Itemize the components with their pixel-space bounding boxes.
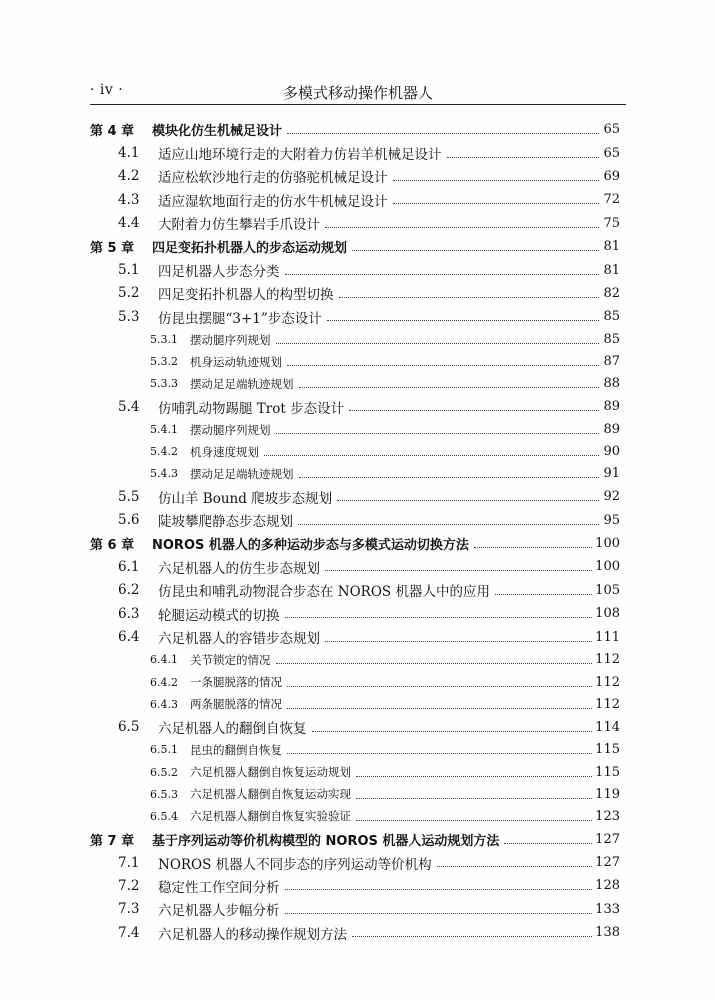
toc-entry-page: 92: [603, 489, 620, 505]
toc-section-row[interactable]: [90, 602, 620, 625]
toc-section-row[interactable]: [90, 485, 620, 508]
toc-section-row[interactable]: [90, 579, 620, 602]
dot-leader: [447, 157, 600, 158]
toc-entry-number: 6.5.3: [150, 787, 178, 801]
dot-leader: [495, 594, 592, 595]
dot-leader: [299, 387, 600, 388]
toc-entry-number: 6.4.2: [150, 675, 178, 689]
dot-leader: [312, 731, 593, 732]
toc-section-row[interactable]: [90, 212, 620, 235]
toc-entry-page: 100: [595, 536, 620, 551]
toc-subsection-row[interactable]: [90, 739, 620, 761]
dot-leader: [356, 776, 592, 777]
toc-entry-page: 112: [595, 696, 620, 712]
toc-entry-number: 5.4.1: [150, 423, 178, 437]
toc-entry-title: 仿昆虫和哺乳动物混合步态在 NOROS 机器人中的应用: [158, 584, 490, 601]
toc-entry-number: 6.1: [118, 558, 140, 575]
toc-entry-page: 138: [595, 925, 620, 941]
toc-entry-page: 133: [595, 901, 620, 917]
dot-leader: [285, 274, 600, 275]
toc-section-row[interactable]: [90, 508, 620, 531]
toc-entry-title: 四足机器人步态分类: [158, 264, 280, 281]
dot-leader: [298, 524, 599, 525]
toc-entry-number: 6.5.4: [150, 809, 178, 823]
toc-entry-page: 115: [595, 742, 620, 758]
toc-entry-title: 六足机器人的移动操作规划方法: [158, 926, 347, 943]
toc-entry-number: 5.3.3: [150, 377, 178, 391]
toc-entry-title: 陡坡攀爬静态步态规划: [158, 514, 293, 531]
dot-leader: [349, 410, 599, 411]
toc-entry-page: 105: [595, 582, 620, 598]
toc-entry-page: 119: [595, 786, 620, 802]
toc-entry-number: 5.1: [118, 262, 140, 279]
toc-entry-title: 模块化仿生机械足设计: [152, 124, 283, 140]
toc-subsection-row[interactable]: [90, 329, 620, 351]
toc-section-row[interactable]: [90, 305, 620, 328]
dot-leader: [287, 365, 599, 366]
toc-entry-page: 69: [603, 168, 620, 184]
toc-entry-title: 六足机器人翻倒自恢复运动规划: [190, 765, 351, 779]
dot-leader: [327, 320, 599, 321]
dot-leader: [287, 753, 592, 754]
toc-subsection-row[interactable]: [90, 418, 620, 440]
toc-entry-page: 81: [603, 262, 620, 278]
toc-entry-title: 六足机器人的仿生步态规划: [158, 560, 320, 577]
toc-entry-page: 85: [603, 309, 620, 325]
toc-entry-page: 75: [603, 215, 620, 231]
toc-entry-page: 72: [603, 192, 620, 208]
toc-entry-page: 127: [595, 831, 620, 847]
toc-entry-page: 123: [595, 808, 620, 824]
toc-entry-number: 7.4: [118, 924, 140, 941]
toc-entry-number: 6.4: [118, 629, 140, 646]
dot-leader: [299, 477, 600, 478]
toc-entry-title: 仿山羊 Bound 爬坡步态规划: [158, 490, 333, 507]
header-book-title: 多模式移动操作机器人: [282, 84, 433, 102]
table-of-contents: [90, 118, 620, 944]
toc-entry-number: 6.5.2: [150, 765, 178, 779]
dot-leader: [474, 547, 592, 548]
toc-entry-title: 适应湿软地面行走的仿水牛机械足设计: [158, 193, 388, 210]
dot-leader: [393, 203, 600, 204]
dot-leader: [325, 641, 592, 642]
toc-section-row[interactable]: [90, 555, 620, 578]
toc-section-row[interactable]: [90, 898, 620, 921]
toc-entry-number: 7.1: [118, 854, 140, 871]
page-header: [90, 82, 626, 105]
toc-subsection-row[interactable]: [90, 671, 620, 693]
toc-entry-page: 112: [595, 652, 620, 668]
toc-entry-number: 5.4: [118, 398, 140, 415]
toc-entry-title: 大附着力仿生攀岩手爪设计: [158, 217, 320, 234]
dot-leader: [264, 455, 599, 456]
toc-entry-title: 六足机器人的容错步态规划: [158, 631, 320, 648]
toc-section-row[interactable]: [90, 258, 620, 281]
toc-entry-page: 65: [603, 145, 620, 161]
toc-entry-number: 7.2: [118, 877, 140, 894]
toc-entry-title: 适应山地环境行走的大附着力仿岩羊机械足设计: [158, 147, 442, 164]
toc-entry-number: 4.4: [118, 215, 140, 232]
toc-entry-page: 112: [595, 674, 620, 690]
toc-entry-page: 82: [603, 285, 620, 301]
dot-leader: [276, 663, 593, 664]
toc-entry-page: 91: [603, 466, 620, 482]
toc-entry-page: 81: [603, 239, 620, 255]
toc-entry-number: 4.2: [118, 168, 140, 185]
toc-chapter-row[interactable]: [90, 118, 620, 141]
toc-entry-number: 6.4.3: [150, 697, 178, 711]
toc-entry-title: 六足机器人翻倒自恢复运动实现: [190, 787, 351, 802]
toc-subsection-row[interactable]: [90, 441, 620, 463]
toc-entry-title: 机身运动轨迹规划: [190, 354, 282, 369]
toc-entry-number: 5.4.3: [150, 467, 178, 481]
toc-entry-number: 6.3: [118, 605, 140, 622]
toc-entry-title: 机身速度规划: [190, 444, 259, 459]
toc-entry-title: 两条腿脱落的情况: [190, 697, 282, 712]
toc-entry-title: 轮腿运动模式的切换: [158, 607, 280, 624]
dot-leader: [352, 936, 592, 937]
toc-subsection-row[interactable]: [90, 351, 620, 373]
toc-entry-title: 四足变拓扑机器人的构型切换: [158, 287, 334, 304]
toc-section-row[interactable]: [90, 395, 620, 418]
toc-section-row[interactable]: [90, 282, 620, 305]
toc-entry-page: 65: [603, 122, 620, 138]
toc-entry-title: 摆动足足端轨迹规划: [190, 466, 294, 481]
toc-subsection-row[interactable]: [90, 783, 620, 805]
toc-entry-number: 5.4.2: [150, 445, 178, 459]
toc-section-row[interactable]: [90, 874, 620, 897]
dot-leader: [276, 343, 600, 344]
toc-entry-title: 适应松软沙地行走的仿骆驼机械足设计: [158, 170, 388, 187]
toc-subsection-row[interactable]: [90, 761, 620, 783]
dot-leader: [287, 686, 592, 687]
toc-entry-title: 摆动腿序列规划: [190, 332, 271, 347]
toc-entry-page: 114: [595, 719, 620, 735]
toc-entry-page: 88: [603, 376, 620, 392]
toc-section-row[interactable]: [90, 921, 620, 944]
toc-subsection-row[interactable]: [90, 463, 620, 485]
toc-entry-page: 111: [595, 629, 620, 645]
toc-entry-title: 六足机器人步幅分析: [158, 903, 280, 920]
toc-section-row[interactable]: [90, 165, 620, 188]
dot-leader: [356, 798, 592, 799]
toc-entry-page: 100: [595, 559, 620, 575]
toc-entry-title: 仿哺乳动物踢腿 Trot 步态设计: [158, 400, 345, 417]
toc-entry-number: 5.3.1: [150, 333, 178, 347]
header-page-number: · iv ·: [90, 82, 124, 98]
toc-entry-title: 基于序列运动等价机构模型的 NOROS 机器人运动规划方法: [152, 833, 500, 849]
toc-entry-page: 90: [603, 444, 620, 460]
dot-leader: [339, 297, 600, 298]
toc-entry-page: 89: [603, 422, 620, 438]
toc-entry-title: NOROS 机器人不同步态的序列运动等价机构: [158, 856, 432, 873]
toc-entry-title: 昆虫的翻倒自恢复: [190, 742, 282, 757]
toc-subsection-row[interactable]: [90, 649, 620, 671]
toc-entry-title: 四足变拓扑机器人的步态运动规划: [152, 241, 348, 257]
toc-entry-title: 关节锁定的情况: [190, 652, 271, 667]
toc-chapter-row[interactable]: [90, 235, 620, 258]
toc-entry-page: 115: [595, 764, 620, 780]
dot-leader: [285, 913, 593, 914]
toc-entry-number: 4.1: [118, 145, 140, 162]
dot-leader: [285, 617, 593, 618]
toc-entry-number: 6.5.1: [150, 743, 178, 757]
toc-entry-number: 第 6 章: [90, 538, 135, 553]
toc-section-row[interactable]: [90, 141, 620, 164]
toc-subsection-row[interactable]: [90, 373, 620, 395]
toc-entry-number: 6.4.1: [150, 653, 178, 667]
toc-entry-title: 摆动足足端轨迹规划: [190, 376, 294, 391]
toc-chapter-row[interactable]: [90, 827, 620, 850]
dot-leader: [437, 866, 593, 867]
toc-entry-number: 5.2: [118, 285, 140, 302]
toc-entry-title: NOROS 机器人的多种运动步态与多模式运动切换方法: [152, 538, 469, 553]
dot-leader: [285, 889, 593, 890]
toc-entry-number: 第 7 章: [90, 833, 135, 849]
toc-entry-number: 第 5 章: [90, 241, 135, 257]
dot-leader: [276, 433, 600, 434]
toc-entry-number: 5.6: [118, 512, 140, 529]
toc-section-row[interactable]: [90, 188, 620, 211]
toc-entry-page: 87: [603, 354, 620, 370]
toc-entry-title: 仿昆虫摆腿“3+1”步态设计: [158, 310, 322, 327]
toc-entry-title: 摆动腿序列规划: [190, 422, 271, 437]
toc-entry-page: 127: [595, 855, 620, 871]
dot-leader: [356, 820, 592, 821]
toc-subsection-row[interactable]: [90, 805, 620, 827]
toc-entry-title: 一条腿脱落的情况: [190, 675, 282, 690]
toc-section-row[interactable]: [90, 851, 620, 874]
dot-leader: [287, 133, 599, 134]
toc-entry-title: 六足机器人的翻倒自恢复: [158, 721, 307, 738]
toc-entry-page: 85: [603, 332, 620, 348]
dot-leader: [504, 843, 592, 844]
dot-leader: [325, 227, 599, 228]
dot-leader: [352, 250, 599, 251]
toc-entry-number: 5.3.2: [150, 355, 178, 369]
toc-chapter-row[interactable]: [90, 532, 620, 555]
toc-entry-number: 4.3: [118, 191, 140, 208]
toc-entry-page: 108: [595, 606, 620, 622]
toc-entry-page: 128: [595, 878, 620, 894]
toc-subsection-row[interactable]: [90, 693, 620, 715]
toc-entry-page: 95: [603, 512, 620, 528]
toc-section-row[interactable]: [90, 625, 620, 648]
dot-leader: [325, 570, 592, 571]
dot-leader: [393, 180, 600, 181]
toc-entry-number: 6.2: [118, 582, 140, 599]
dot-leader: [337, 500, 599, 501]
toc-entry-number: 第 4 章: [90, 124, 135, 140]
dot-leader: [287, 708, 592, 709]
toc-entry-number: 6.5: [118, 719, 140, 736]
toc-entry-title: 稳定性工作空间分析: [158, 879, 280, 896]
toc-entry-number: 5.5: [118, 488, 140, 505]
toc-entry-number: 5.3: [118, 308, 140, 325]
toc-section-row[interactable]: [90, 715, 620, 738]
toc-entry-title: 六足机器人翻倒自恢复实验验证: [190, 809, 351, 824]
toc-entry-number: 7.3: [118, 901, 140, 918]
toc-entry-page: 89: [603, 399, 620, 415]
